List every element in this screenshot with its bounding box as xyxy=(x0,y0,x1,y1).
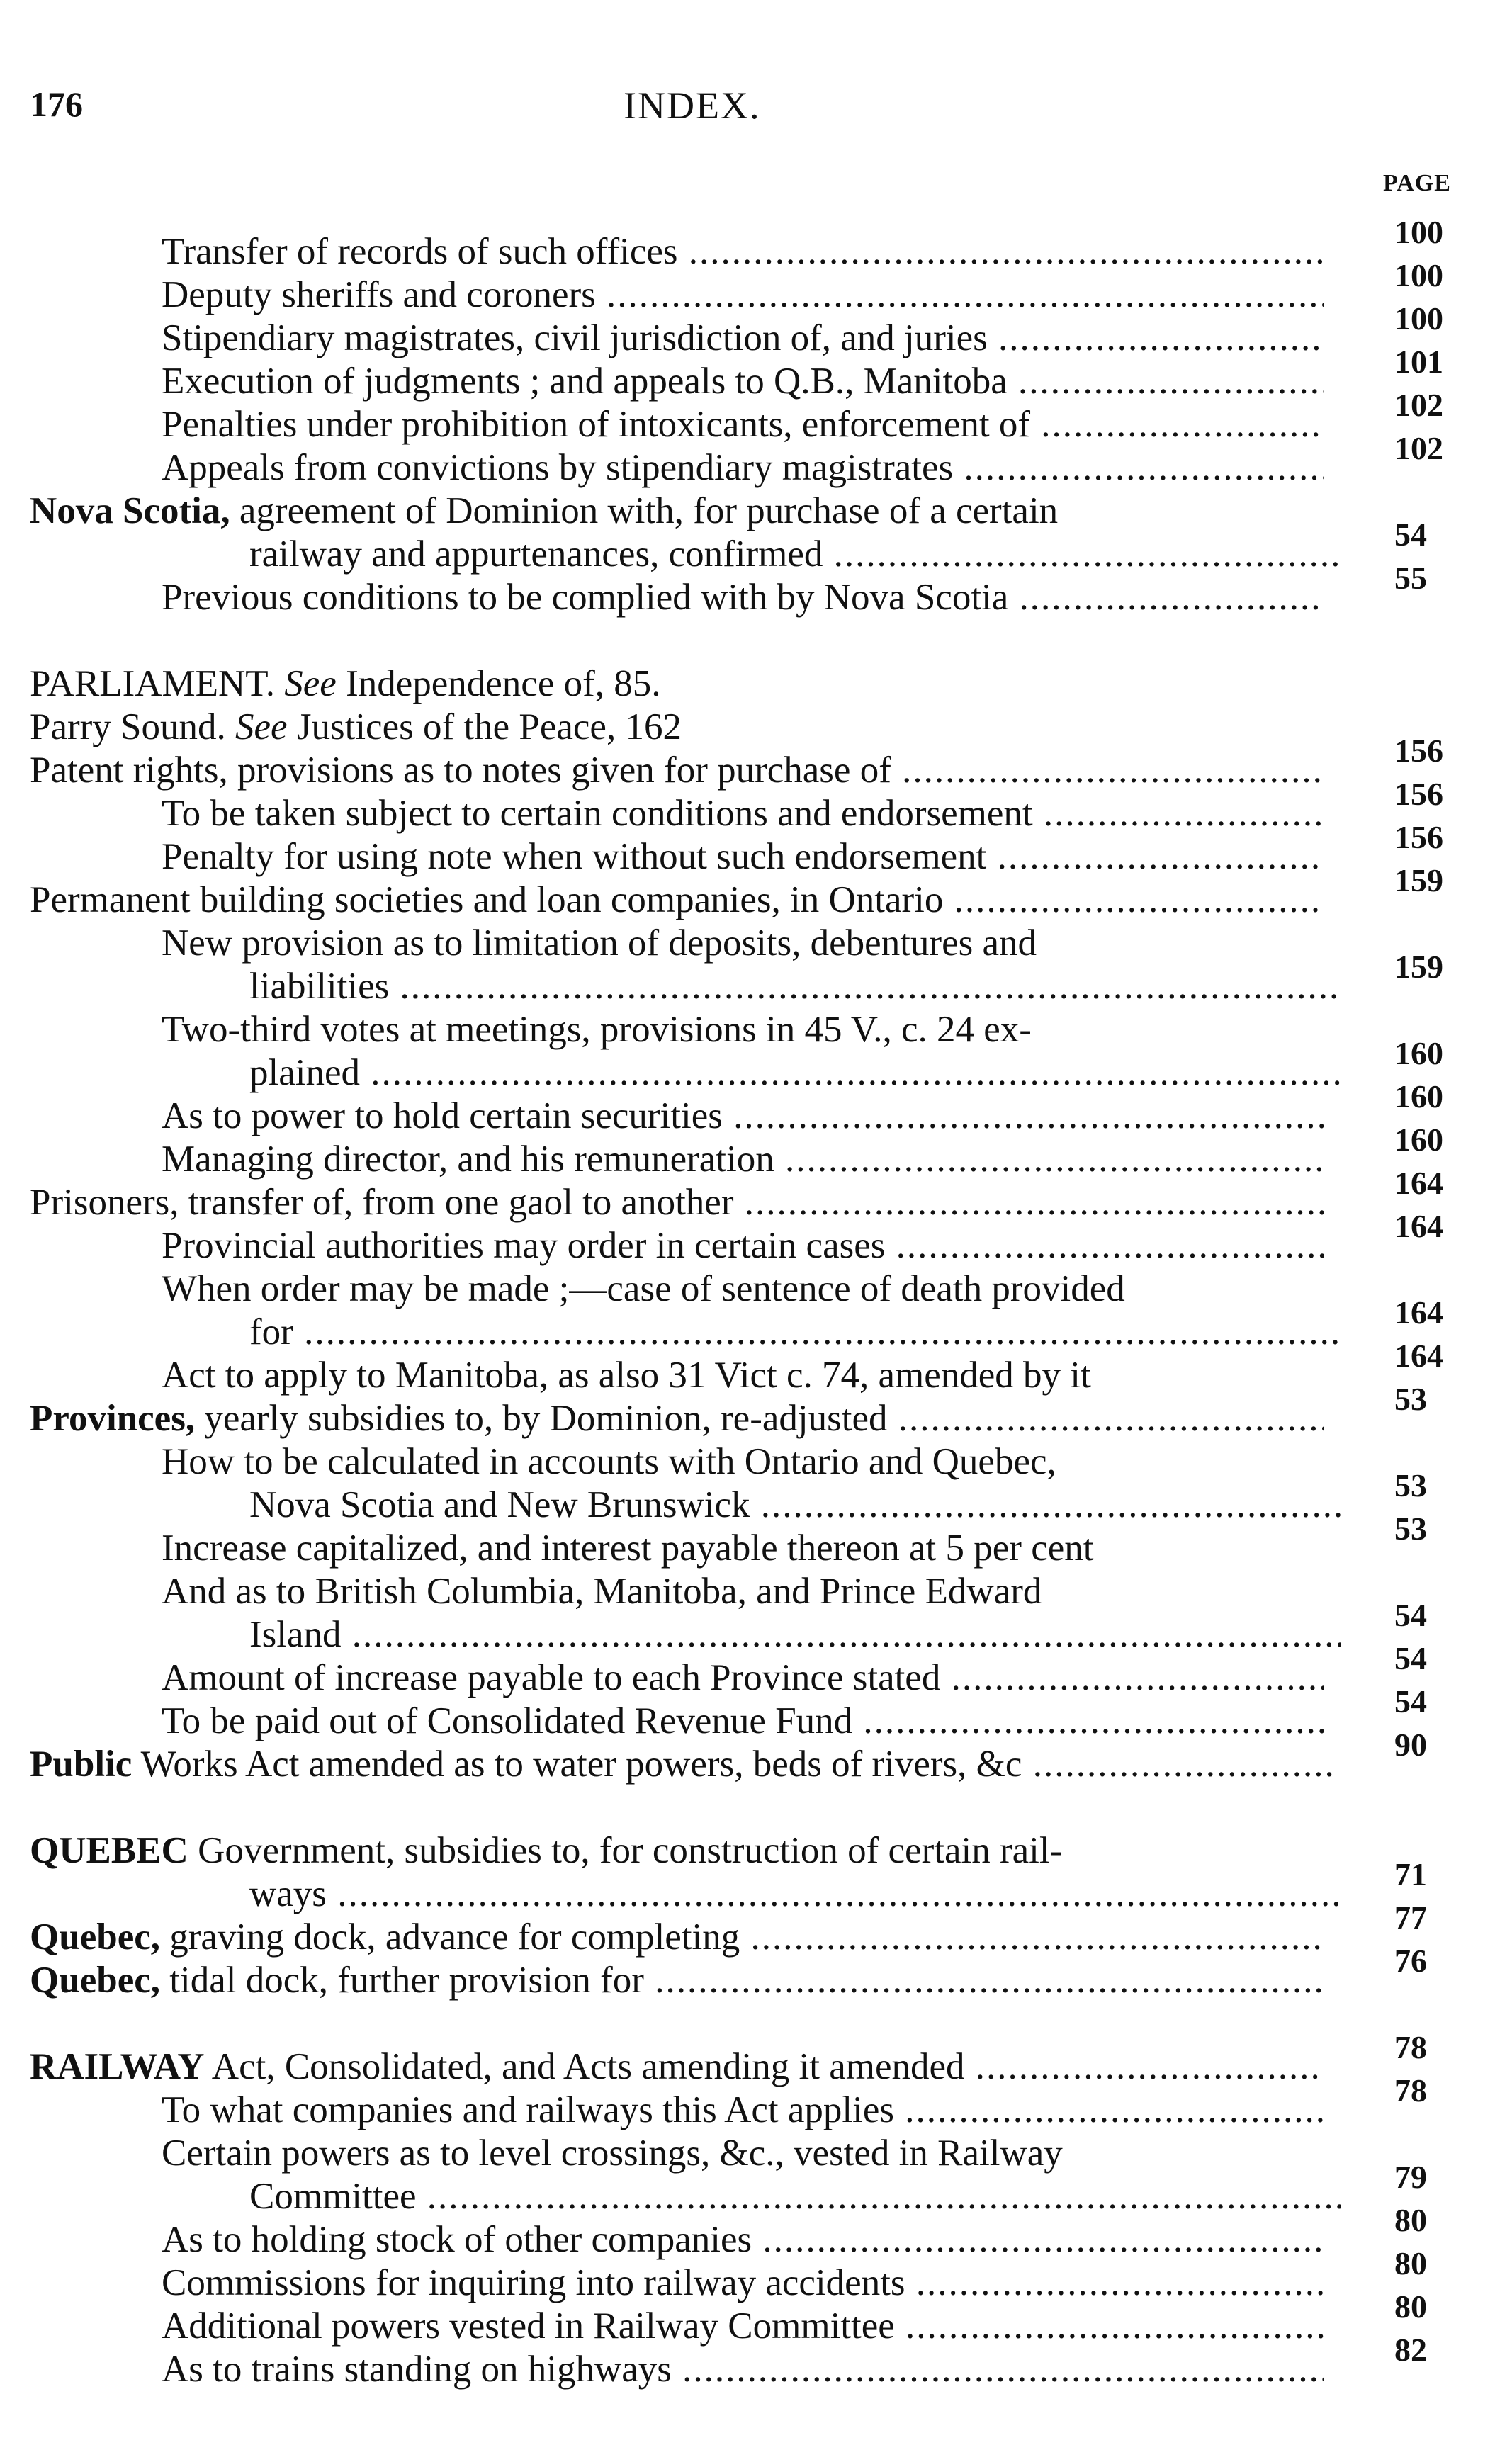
index-line: New provision as to limitation of deposits, debentures and xyxy=(162,922,1037,964)
index-line: Penalties under prohibition of intoxicants, enforcement of ..... xyxy=(162,403,1324,446)
page-ref: 79 xyxy=(1394,2159,1427,2195)
index-line: Certain powers as to level crossings, &c., vested in Railway xyxy=(162,2133,1063,2174)
page-number: 176 xyxy=(30,84,83,124)
page-ref: 160 xyxy=(1394,1122,1443,1158)
index-line: Managing director, and his remuneration ..... xyxy=(162,1138,1324,1180)
index-line: railway and appurtenances, confirmed ..... xyxy=(249,533,1341,575)
page-ref: 164 xyxy=(1394,1338,1443,1374)
page-ref: 78 xyxy=(1394,2029,1427,2065)
index-line: And as to British Columbia, Manitoba, and Prince Edward xyxy=(162,1571,1042,1612)
page-ref: 54 xyxy=(1394,1597,1427,1633)
page-ref: 100 xyxy=(1394,214,1443,250)
index-line: Amount of increase payable to each Province stated ..... xyxy=(162,1656,1324,1699)
page-ref: 102 xyxy=(1394,387,1443,423)
page-ref: 53 xyxy=(1394,1467,1427,1503)
index-line: Provinces, yearly subsidies to, by Dominion, re-adjusted ..... xyxy=(30,1397,1324,1440)
index-line: As to holding stock of other companies ..... xyxy=(162,2218,1324,2261)
index-line: Parry Sound. See Justices of the Peace, 162 xyxy=(30,706,682,747)
index-line: QUEBEC Government, subsidies to, for construction of certain rail- xyxy=(30,1830,1063,1871)
index-line: Act to apply to Manitoba, as also 31 Vict c. 74, amended by it xyxy=(162,1355,1091,1396)
page-ref: 156 xyxy=(1394,776,1443,812)
index-line: To what companies and railways this Act applies ..... xyxy=(162,2089,1324,2131)
page-ref: 54 xyxy=(1394,516,1427,553)
index-line: for ..... xyxy=(249,1311,1341,1353)
page-ref: 164 xyxy=(1394,1294,1443,1331)
index-line: Deputy sheriffs and coroners ..... xyxy=(162,273,1324,316)
index-line: Island ..... xyxy=(249,1613,1341,1656)
page-ref: 102 xyxy=(1394,430,1443,466)
page-title: INDEX. xyxy=(624,84,761,127)
index-line: Nova Scotia, agreement of Dominion with, for purchase of a certain xyxy=(30,490,1059,531)
page-column-label: PAGE xyxy=(1383,170,1451,196)
index-line: Stipendiary magistrates, civil jurisdiction of, and juries ..... xyxy=(162,317,1324,359)
page-ref: 101 xyxy=(1394,344,1443,380)
page-ref: 90 xyxy=(1394,1727,1427,1763)
index-line: Commissions for inquiring into railway accidents ..... xyxy=(162,2262,1324,2304)
page-ref: 78 xyxy=(1394,2072,1427,2108)
index-line: Transfer of records of such offices ..... xyxy=(162,230,1324,273)
page-ref: 80 xyxy=(1394,2202,1427,2238)
index-line: Appeals from convictions by stipendiary magistrates ..... xyxy=(162,446,1324,489)
index-line: Previous conditions to be complied with by Nova Scotia ..... xyxy=(162,576,1324,619)
index-line: Public Works Act amended as to water powers, beds of rivers, &c ..... xyxy=(30,1743,1333,1785)
index-line: Execution of judgments ; and appeals to Q.B., Manitoba ..... xyxy=(162,360,1324,402)
index-line: Quebec, graving dock, advance for completing ..... xyxy=(30,1916,1324,1958)
page-ref: 100 xyxy=(1394,257,1443,293)
page-ref: 54 xyxy=(1394,1683,1427,1720)
index-line: Permanent building societies and loan companies, in Ontario ..... xyxy=(30,879,1324,921)
page-ref: 160 xyxy=(1394,1078,1443,1114)
index-line: Provincial authorities may order in certain cases ..... xyxy=(162,1224,1324,1267)
page-ref: 80 xyxy=(1394,2245,1427,2281)
index-line: Penalty for using note when without such endorsement ..... xyxy=(162,835,1324,878)
index-line: As to power to hold certain securities ..... xyxy=(162,1095,1324,1137)
index-line: To be taken subject to certain conditions and endorsement ..... xyxy=(162,792,1324,835)
page-ref: 164 xyxy=(1394,1165,1443,1201)
index-line: ways ..... xyxy=(249,1873,1341,1915)
page-ref: 53 xyxy=(1394,1511,1427,1547)
page-ref: 100 xyxy=(1394,300,1443,337)
index-line: PARLIAMENT. See Independence of, 85. xyxy=(30,663,661,704)
index-line: Nova Scotia and New Brunswick ..... xyxy=(249,1484,1341,1526)
index-line: To be paid out of Consolidated Revenue Fund ..... xyxy=(162,1700,1324,1742)
page-ref: 82 xyxy=(1394,2332,1427,2368)
index-line: Committee ..... xyxy=(249,2175,1341,2218)
index-line: When order may be made ;—case of sentence of death provided xyxy=(162,1268,1125,1309)
index-line: Additional powers vested in Railway Committee ..... xyxy=(162,2305,1324,2347)
index-line: How to be calculated in accounts with Ontario and Quebec, xyxy=(162,1441,1056,1482)
page-ref: 156 xyxy=(1394,819,1443,855)
index-line: liabilities ..... xyxy=(249,965,1341,1007)
page-ref: 77 xyxy=(1394,1899,1427,1936)
page-ref: 76 xyxy=(1394,1943,1427,1979)
page-ref: 164 xyxy=(1394,1208,1443,1244)
page-ref: 159 xyxy=(1394,862,1443,898)
page-ref: 159 xyxy=(1394,949,1443,985)
index-line: Increase capitalized, and interest payable thereon at 5 per cent xyxy=(162,1528,1094,1569)
index-line: plained ..... xyxy=(249,1051,1341,1094)
index-line: Quebec, tidal dock, further provision for ..... xyxy=(30,1959,1324,2001)
index-line: RAILWAY Act, Consolidated, and Acts amending it amended ..... xyxy=(30,2045,1324,2088)
page-ref: 53 xyxy=(1394,1381,1427,1417)
page-ref: 54 xyxy=(1394,1640,1427,1676)
index-line: Prisoners, transfer of, from one gaol to another ..... xyxy=(30,1181,1324,1224)
index-line: Two-third votes at meetings, provisions in 45 V., c. 24 ex- xyxy=(162,1009,1032,1050)
page-ref: 55 xyxy=(1394,560,1427,596)
page-ref: 156 xyxy=(1394,733,1443,769)
page-ref: 80 xyxy=(1394,2288,1427,2325)
page-ref: 71 xyxy=(1394,1856,1427,1892)
page-ref: 160 xyxy=(1394,1035,1443,1071)
index-line: As to trains standing on highways ..... xyxy=(162,2348,1324,2390)
index-line: Patent rights, provisions as to notes given for purchase of ..... xyxy=(30,749,1324,791)
